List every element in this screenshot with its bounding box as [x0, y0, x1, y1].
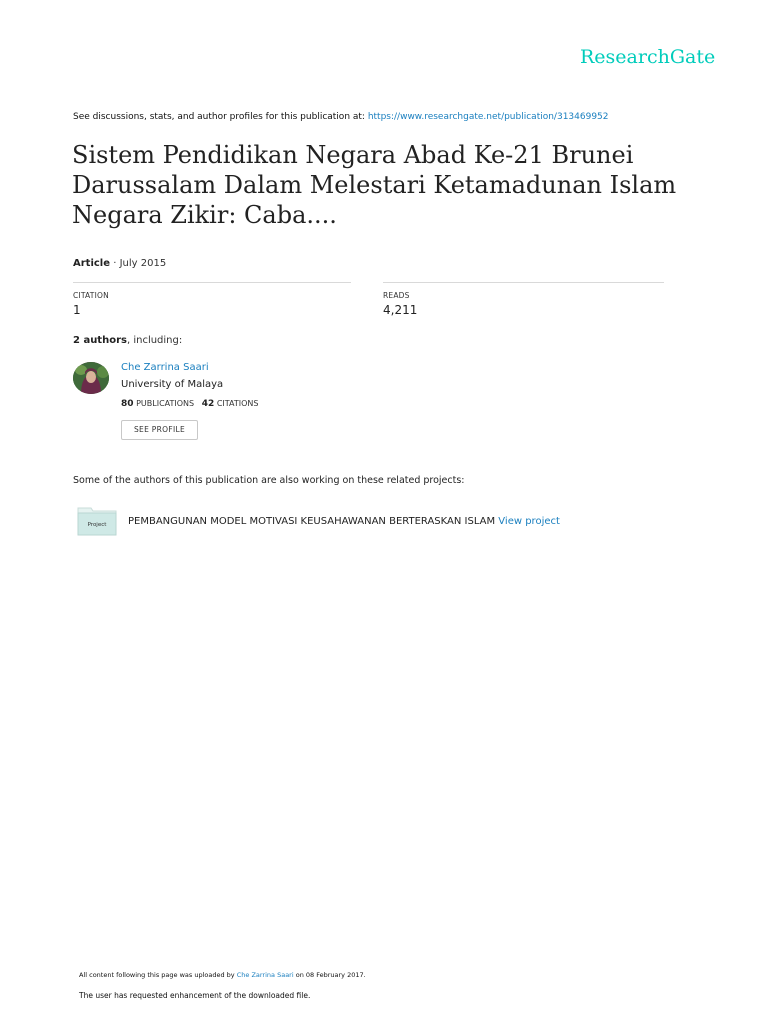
project-thumb-label: Project: [87, 522, 107, 528]
citations-label: CITATIONS: [216, 399, 259, 408]
publication-title: Sistem Pendidikan Negara Abad Ke-21 Brunei Darussalam Dalam Melestari Ketamadunan Islam Negara Zikir: Caba....: [72, 141, 677, 229]
related-projects-heading: Some of the authors of this publication are also working on these related projects:: [73, 475, 465, 486]
related-project: [128, 516, 560, 527]
citation-label: CITATION: [73, 291, 109, 300]
article-meta: [73, 258, 166, 269]
author-affiliation: University of Malaya: [121, 379, 224, 390]
author-photo-icon: [73, 362, 109, 394]
meta-separator: ·: [110, 258, 120, 269]
project-title: PEMBANGUNAN MODEL MOTIVASI KEUSAHAWANAN BERTERASKAN ISLAM: [128, 516, 496, 527]
discussion-text: See discussions, stats, and author profiles for this publication at:: [73, 112, 368, 122]
avatar[interactable]: [73, 362, 109, 394]
reads-value: 4,211: [383, 303, 418, 317]
authors-suffix: , including:: [126, 335, 183, 346]
researchgate-logo[interactable]: ResearchGate: [580, 46, 716, 68]
reads-divider: [383, 282, 664, 283]
citation-divider: [73, 282, 351, 283]
project-folder-icon[interactable]: [77, 506, 117, 536]
uploader-link[interactable]: Che Zarrina Saari: [236, 971, 294, 979]
enhancement-note: The user has requested enhancement of the downloaded file.: [79, 991, 311, 1000]
upload-notice: [79, 971, 366, 979]
publications-count: 80: [121, 399, 134, 409]
citations-count: 42: [201, 399, 215, 409]
publication-url-link[interactable]: https://www.researchgate.net/publication/313469952: [367, 112, 609, 122]
authors-count: 2 authors: [73, 335, 127, 346]
reads-label: READS: [383, 291, 410, 300]
upload-suffix: on 08 February 2017.: [293, 971, 366, 979]
upload-prefix: All content following this page was uploaded by: [79, 971, 237, 979]
see-profile-button[interactable]: SEE PROFILE: [121, 420, 198, 440]
author-name-link[interactable]: Che Zarrina Saari: [121, 362, 209, 373]
article-type: Article: [73, 258, 111, 269]
discussion-notice: [73, 112, 609, 122]
view-project-link[interactable]: View project: [498, 516, 560, 527]
publications-label: PUBLICATIONS: [136, 399, 195, 408]
citation-value: 1: [73, 303, 81, 317]
article-date: July 2015: [119, 258, 167, 269]
authors-summary: [73, 335, 182, 346]
author-stats: [121, 399, 259, 409]
